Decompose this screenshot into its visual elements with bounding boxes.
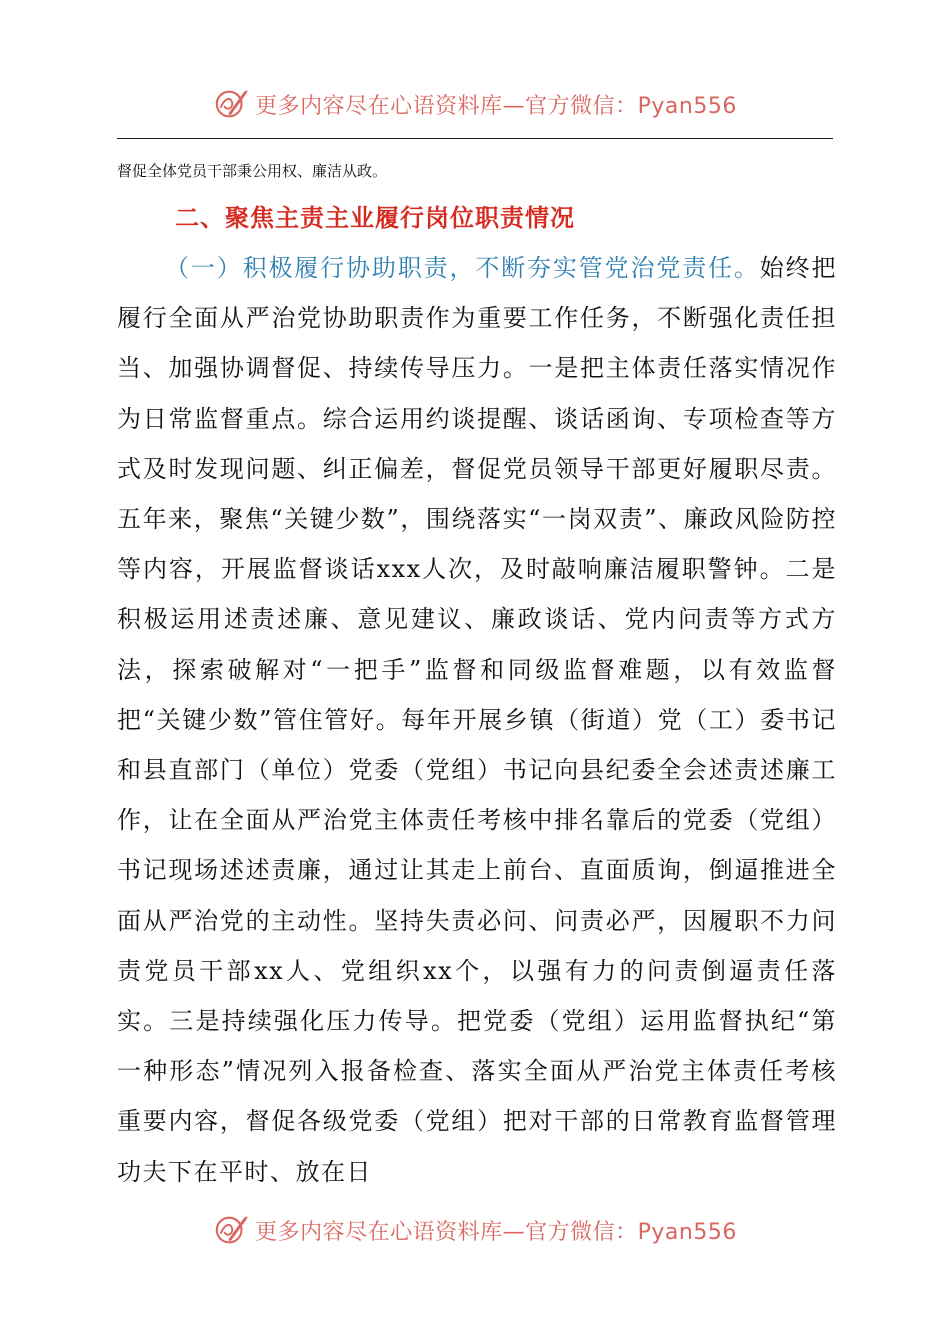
header-divider — [117, 138, 833, 139]
continuation-line: 督促全体党员干部秉公用权、廉洁从政。 — [117, 162, 388, 180]
header-watermark — [0, 84, 950, 124]
signature-pen-logo-icon — [213, 85, 251, 123]
paragraph-body: 始终把履行全面从严治党协助职责作为重要工作任务，不断强化责任担当、加强协调督促、持续传导压力。一是把主体责任落实情况作为日常监督重点。综合运用约谈提醒、谈话函询、专项检查等方式及时发现问题、纠正偏差，督促党员领导干部更好履职尽责。五年来，聚焦“关键少数”，围绕落实“一岗双责”、廉政风险防控等内容，开展监督谈话xxx人次，及时敲响廉洁履职警钟。二是积极运用述责述廉、意见建议、廉政谈话、党内问责等方式方法，探索破解对“一把手”监督和同级监督难题，以有效监督把“关键少数”管住管好。每年开展乡镇（街道）党（工）委书记和县直部门（单位）党委（党组）书记向县纪委全会述责述廉工作，让在全面从严治党主体责任考核中排名靠后的党委（党组）书记现场述述责廉，通过让其走上前台、直面质询，倒逼推进全面从严治党的主动性。坚持失责必问、问责必严，因履职不力问责党员干部xx人、党组织xx个，以强有力的问责倒逼责任落实。三是持续强化压力传导。把党委（党组）运用监督执纪“第一种形态”情况列入报备检查、落实全面从严治党主体责任考核重要内容，督促各级党委（党组）把对干部的日常教育监督管理功夫下在平时、放在日 — [117, 254, 838, 1186]
watermark-text: 更多内容尽在心语资料库—官方微信：Pyan556 — [255, 1219, 737, 1245]
footer-watermark — [0, 1210, 950, 1250]
sub-heading: （一）积极履行协助职责，不断夯实管党治党责任。 — [165, 254, 760, 282]
section-heading: 二、聚焦主责主业履行岗位职责情况 — [175, 204, 575, 232]
body-paragraph — [117, 243, 837, 1197]
watermark-text: 更多内容尽在心语资料库—官方微信：Pyan556 — [255, 93, 737, 119]
signature-pen-logo-icon — [213, 1211, 251, 1249]
